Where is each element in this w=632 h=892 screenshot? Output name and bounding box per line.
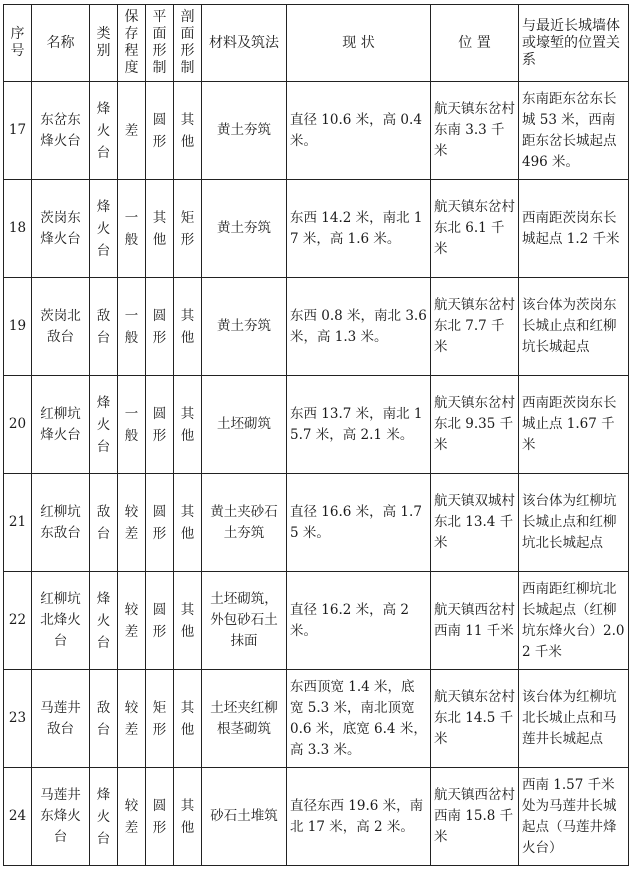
cell-material: 土坯砌筑，外包砂石土抹面 [202,572,287,670]
cell-status: 直径 10.6 米，高 0.4 米。 [287,82,431,180]
cell-type: 烽火台 [90,768,118,866]
cell-location: 航天镇东岔村东南 3.3 千米 [431,82,519,180]
cell-plan-shape: 其他 [146,180,174,278]
cell-name: 茨岗北敌台 [32,278,90,376]
cell-name: 马莲井敌台 [32,670,90,768]
cell-section-shape: 其他 [174,670,202,768]
table-row [4,376,629,474]
cell-status: 直径 16.6 米，高 1.75 米。 [287,474,431,572]
table-row [4,82,629,180]
cell-material: 黄土夹砂石土夯筑 [202,474,287,572]
cell-location: 航天镇东岔村东北 9.35 千米 [431,376,519,474]
great-wall-facility-table [3,4,629,866]
cell-preservation: 一般 [118,180,146,278]
cell-seq: 22 [4,572,32,670]
cell-seq: 18 [4,180,32,278]
cell-plan-shape: 圆形 [146,82,174,180]
cell-relation: 西南距茨岗东长城止点 1.67 千米 [519,376,629,474]
header-name: 名称 [32,5,90,82]
cell-status: 东西顶宽 1.4 米，底宽 5.3 米，南北顶宽 0.6 米，底宽 6.4 米，高 3.3 米。 [287,670,431,768]
cell-status: 直径东西 19.6 米，南北 17 米，高 2 米。 [287,768,431,866]
cell-location: 航天镇双城村东北 13.4 千米 [431,474,519,572]
header-status: 现 状 [287,5,431,82]
cell-plan-shape: 圆形 [146,376,174,474]
header-row [4,5,629,82]
cell-status: 直径 16.2 米，高 2 米。 [287,572,431,670]
cell-relation: 西南 1.57 千米处为马莲井长城起点（马莲井烽火台） [519,768,629,866]
table-row [4,670,629,768]
cell-relation: 该台体为茨岗东长城止点和红柳坑长城起点 [519,278,629,376]
cell-location: 航天镇东岔村东北 6.1 千米 [431,180,519,278]
header-plan-shape: 平面形制 [146,5,174,82]
cell-preservation: 较差 [118,670,146,768]
cell-preservation: 较差 [118,474,146,572]
cell-status: 东西 14.2 米，南北 17 米，高 1.6 米。 [287,180,431,278]
header-preservation: 保存程度 [118,5,146,82]
cell-name: 茨岗东烽火台 [32,180,90,278]
cell-location: 航天镇西岔村西南 11 千米 [431,572,519,670]
table-row [4,180,629,278]
cell-relation: 西南距茨岗东长城起点 1.2 千米 [519,180,629,278]
cell-name: 红柳坑东敌台 [32,474,90,572]
cell-material: 土坯夹红柳根茎砌筑 [202,670,287,768]
cell-plan-shape: 圆形 [146,474,174,572]
cell-material: 土坯砌筑 [202,376,287,474]
cell-name: 马莲井东烽火台 [32,768,90,866]
cell-material: 黄土夯筑 [202,82,287,180]
cell-preservation: 一般 [118,278,146,376]
cell-preservation: 差 [118,82,146,180]
cell-seq: 19 [4,278,32,376]
cell-relation: 西南距红柳坑北长城起点（红柳坑东烽火台）2.02 千米 [519,572,629,670]
cell-type: 烽火台 [90,572,118,670]
cell-material: 黄土夯筑 [202,278,287,376]
cell-seq: 21 [4,474,32,572]
cell-seq: 24 [4,768,32,866]
cell-material: 砂石土堆筑 [202,768,287,866]
cell-type: 敌台 [90,278,118,376]
cell-location: 航天镇西岔村西南 15.8 千米 [431,768,519,866]
cell-relation: 东南距东岔东长城 53 米，西南距东岔长城起点 496 米。 [519,82,629,180]
header-material: 材料及筑法 [202,5,287,82]
header-type: 类别 [90,5,118,82]
table-row [4,768,629,866]
cell-type: 烽火台 [90,180,118,278]
cell-seq: 23 [4,670,32,768]
cell-name: 红柳坑烽火台 [32,376,90,474]
cell-section-shape: 其他 [174,474,202,572]
table-row [4,278,629,376]
cell-relation: 该台体为红柳坑长城止点和红柳坑北长城起点 [519,474,629,572]
cell-section-shape: 其他 [174,572,202,670]
cell-relation: 该台体为红柳坑北长城止点和马莲井长城起点 [519,670,629,768]
cell-seq: 17 [4,82,32,180]
header-section-shape: 剖面形制 [174,5,202,82]
table-row [4,474,629,572]
cell-name: 东岔东烽火台 [32,82,90,180]
cell-type: 敌台 [90,474,118,572]
cell-status: 东西 0.8 米，南北 3.6 米，高 1.3 米。 [287,278,431,376]
table-body [4,82,629,866]
cell-section-shape: 其他 [174,278,202,376]
cell-preservation: 较差 [118,768,146,866]
cell-plan-shape: 圆形 [146,572,174,670]
cell-name: 红柳坑北烽火台 [32,572,90,670]
cell-status: 东西 13.7 米，南北 15.7 米，高 2.1 米。 [287,376,431,474]
cell-section-shape: 其他 [174,376,202,474]
header-location: 位 置 [431,5,519,82]
cell-type: 烽火台 [90,82,118,180]
cell-preservation: 一般 [118,376,146,474]
cell-plan-shape: 圆形 [146,278,174,376]
cell-preservation: 较差 [118,572,146,670]
header-relation: 与最近长城墙体或壕堑的位置关系 [519,5,629,82]
cell-type: 烽火台 [90,376,118,474]
cell-type: 敌台 [90,670,118,768]
cell-section-shape: 矩形 [174,180,202,278]
cell-material: 黄土夯筑 [202,180,287,278]
cell-plan-shape: 圆形 [146,768,174,866]
table-header [4,5,629,82]
cell-seq: 20 [4,376,32,474]
table-row [4,572,629,670]
cell-location: 航天镇东岔村东北 7.7 千米 [431,278,519,376]
header-seq: 序号 [4,5,32,82]
cell-section-shape: 其他 [174,82,202,180]
cell-location: 航天镇东岔村东北 14.5 千米 [431,670,519,768]
cell-plan-shape: 矩形 [146,670,174,768]
cell-section-shape: 其他 [174,768,202,866]
